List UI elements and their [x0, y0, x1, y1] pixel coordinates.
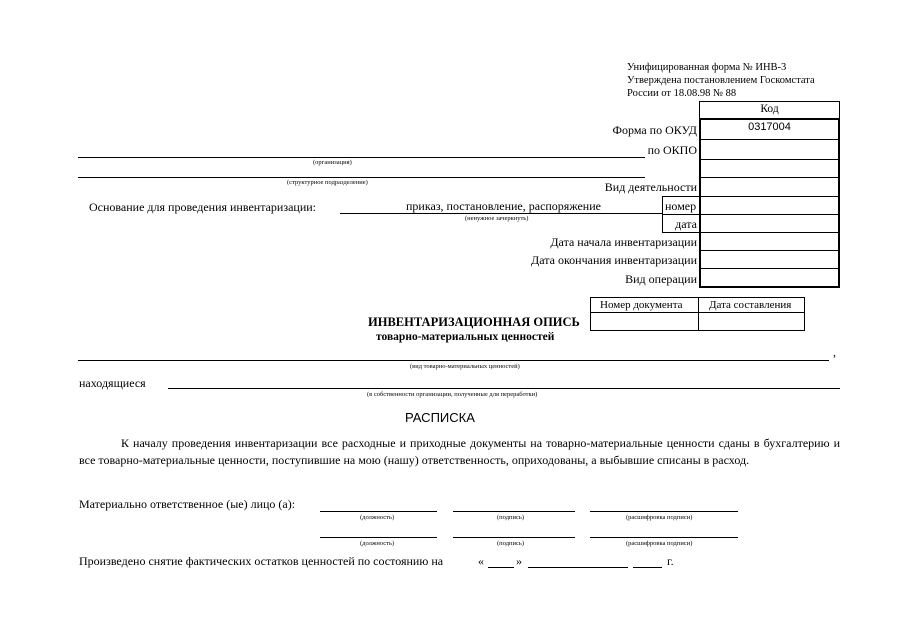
- form-code-line: Унифицированная форма № ИНВ-3: [627, 62, 787, 73]
- signature-line-1[interactable]: [453, 511, 575, 512]
- location-label: находящиеся: [79, 376, 146, 390]
- code-row-divider: [701, 268, 838, 269]
- date-label: дата: [675, 217, 697, 231]
- number-date-divider: [662, 214, 700, 215]
- code-row-divider: [701, 177, 838, 178]
- receipt-paragraph: К началу проведения инвентаризации все расходные и приходные документы на товарно-материальные ценности сданы в бухгалтерию и все товарно-материальные ценности, поступившие на мою (нашу) ответственность, оприходованы, а выбывшие списаны в расход.: [79, 436, 840, 467]
- goods-caption: (вид товарно-материальных ценностей): [410, 363, 520, 370]
- decoding-caption-2: (расшифровка подписи): [626, 540, 693, 547]
- okpo-label: по ОКПО: [647, 143, 697, 157]
- basis-line[interactable]: [340, 213, 662, 214]
- snapshot-close-quote: »: [516, 554, 522, 568]
- code-row-divider: [701, 159, 838, 160]
- inv-start-label: Дата начала инвентаризации: [550, 235, 697, 249]
- location-caption: (в собственности организации, полученные для переработки): [367, 391, 538, 398]
- responsible-label: Материально ответственное (ые) лицо (а):: [79, 497, 296, 511]
- doc-table-vdivider: [698, 297, 699, 331]
- code-row-divider: [701, 214, 838, 215]
- document-title: ИНВЕНТАРИЗАЦИОННАЯ ОПИСЬ: [368, 315, 580, 329]
- code-row-divider: [701, 139, 838, 140]
- code-row-divider: [701, 196, 838, 197]
- okud-label: Форма по ОКУД: [612, 123, 697, 137]
- position-caption-2: (должность): [360, 540, 395, 547]
- position-line-1[interactable]: [320, 511, 437, 512]
- signature-caption-1: (подпись): [497, 514, 524, 521]
- inv-end-label: Дата окончания инвентаризации: [531, 253, 697, 267]
- document-subtitle: товарно-материальных ценностей: [376, 331, 555, 343]
- code-column-box: [699, 118, 840, 288]
- snapshot-label: Произведено снятие фактических остатков ценностей по состоянию на: [79, 554, 444, 568]
- snapshot-year-suffix: г.: [667, 554, 674, 568]
- decoding-line-1[interactable]: [590, 511, 738, 512]
- number-label: номер: [665, 199, 697, 213]
- basis-caption: (ненужное зачеркнуть): [465, 215, 529, 222]
- decoding-caption-1: (расшифровка подписи): [626, 514, 693, 521]
- activity-label: Вид деятельности: [604, 180, 697, 194]
- doc-date-header: Дата составления: [709, 299, 792, 311]
- snapshot-month-line[interactable]: [528, 567, 628, 568]
- okud-code-value[interactable]: 0317004: [748, 121, 791, 133]
- decoding-line-2[interactable]: [590, 537, 738, 538]
- goods-comma: ,: [833, 345, 836, 359]
- organization-caption: (организация): [313, 159, 352, 166]
- doc-date-cell[interactable]: [700, 314, 804, 330]
- subdivision-caption: (структурное подразделение): [287, 179, 368, 186]
- snapshot-open-quote: «: [478, 554, 484, 568]
- goods-kind-line[interactable]: [78, 360, 829, 361]
- basis-label: Основание для проведения инвентаризации:: [89, 200, 317, 214]
- doc-number-header: Номер документа: [600, 299, 683, 311]
- approval-line: Утверждена постановлением Госкомстата: [627, 75, 815, 86]
- position-caption-1: (должность): [360, 514, 395, 521]
- organization-line[interactable]: [78, 157, 645, 158]
- code-row-divider: [701, 250, 838, 251]
- receipt-heading: РАСПИСКА: [405, 410, 475, 425]
- snapshot-year-line[interactable]: [633, 567, 662, 568]
- basis-value: приказ, постановление, распоряжение: [406, 199, 601, 213]
- doc-number-cell[interactable]: [592, 314, 697, 330]
- approval-date-line: России от 18.08.98 № 88: [627, 88, 737, 99]
- snapshot-day-line[interactable]: [488, 567, 514, 568]
- operation-label: Вид операции: [625, 272, 697, 286]
- signature-line-2[interactable]: [453, 537, 575, 538]
- signature-caption-2: (подпись): [497, 540, 524, 547]
- subdivision-line[interactable]: [78, 177, 645, 178]
- position-line-2[interactable]: [320, 537, 437, 538]
- location-line[interactable]: [168, 388, 840, 389]
- code-column-header: Код: [699, 101, 840, 119]
- code-row-divider: [701, 232, 838, 233]
